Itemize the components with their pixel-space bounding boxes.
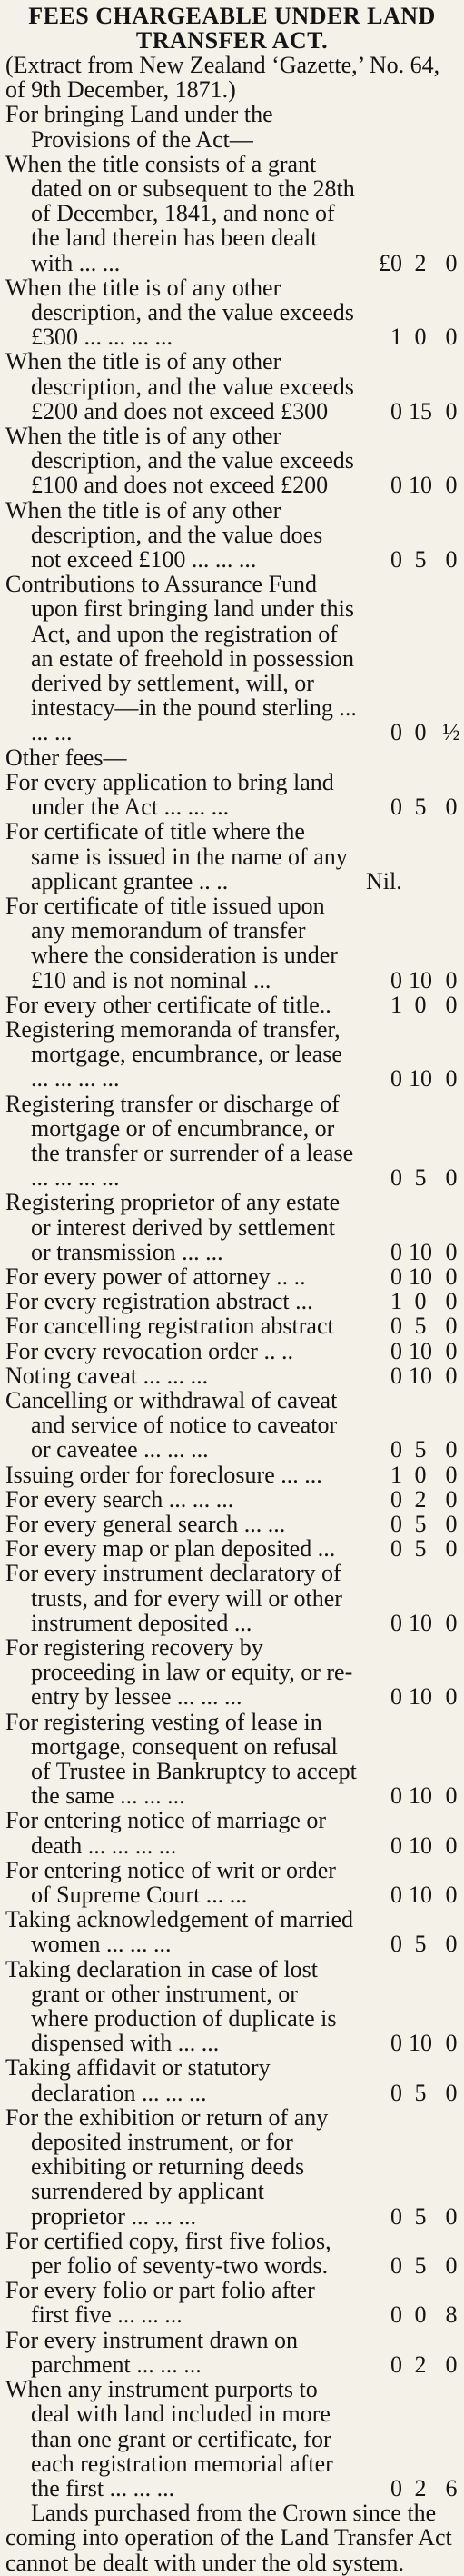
fee-description: Taking affidavit or statutory declaration ... ... ... bbox=[5, 2054, 271, 2106]
fee-amount bbox=[360, 1611, 464, 1635]
fee-shillings: 10 bbox=[409, 1683, 432, 1711]
fee-pence: 0 bbox=[445, 1461, 458, 1488]
fee-entry bbox=[5, 1710, 464, 1809]
fee-entry bbox=[5, 2229, 464, 2278]
fee-shillings: 0 bbox=[414, 1288, 427, 1315]
fee-pence: 0 bbox=[445, 397, 458, 424]
fee-pence: 0 bbox=[445, 546, 458, 574]
fee-amount bbox=[360, 1363, 464, 1388]
fee-pence: 0 bbox=[445, 249, 458, 276]
fee-pence: 0 bbox=[445, 1164, 458, 1192]
fee-pounds: 0 bbox=[390, 1683, 402, 1711]
fee-amount bbox=[360, 1240, 464, 1264]
fee-amount bbox=[360, 473, 464, 497]
fee-amount bbox=[360, 2204, 464, 2229]
fee-pence: 0 bbox=[445, 1065, 458, 1093]
fee-pence: 0 bbox=[445, 794, 458, 821]
fee-entry bbox=[5, 1561, 464, 1635]
fee-amount bbox=[360, 1487, 464, 1512]
fee-entry bbox=[5, 1487, 464, 1512]
fee-shillings: 2 bbox=[414, 2351, 427, 2378]
fee-amount bbox=[360, 1339, 464, 1363]
fee-entry bbox=[5, 1264, 464, 1289]
fee-pounds: 0 bbox=[390, 2252, 402, 2280]
fee-pounds: 0 bbox=[390, 2030, 402, 2057]
fee-pence: 0 bbox=[445, 991, 458, 1018]
fee-pounds: 1 bbox=[390, 1461, 402, 1488]
fee-description: When the title consists of a grant dated on or subsequent to the 28th of December, 1841, and none of the land therein has been dealt with ... ... bbox=[5, 150, 355, 276]
fee-entry bbox=[5, 2377, 464, 2501]
fee-shillings: 5 bbox=[414, 1535, 427, 1563]
fee-pounds: 0 bbox=[390, 2474, 402, 2501]
fee-entry bbox=[5, 1289, 464, 1313]
fee-pounds: 1 bbox=[390, 1288, 402, 1315]
fee-entry bbox=[5, 1957, 464, 2056]
fee-amount bbox=[360, 1313, 464, 1338]
fee-description: For entering notice of writ or order of Supreme Court ... ... bbox=[5, 1856, 336, 1909]
fee-amount bbox=[360, 968, 464, 993]
fee-entry bbox=[5, 819, 464, 894]
fee-description: For every search ... ... ... bbox=[5, 1485, 234, 1513]
fee-shillings: 15 bbox=[409, 397, 432, 424]
fee-pounds: 0 bbox=[390, 1436, 402, 1463]
fee-amount bbox=[360, 1882, 464, 1907]
fee-shillings: 5 bbox=[414, 2202, 427, 2230]
fee-shillings: 5 bbox=[414, 1436, 427, 1463]
fee-entry bbox=[5, 1017, 464, 1092]
fee-pounds: 0 bbox=[390, 2301, 402, 2329]
fee-pounds: 0 bbox=[390, 1362, 402, 1389]
fee-pence: 0 bbox=[445, 1832, 458, 1859]
fee-description: For the exhibition or return of any deposited instrument, or for exhibiting or returning deeds surrendered by applicant proprietor ... ... ... bbox=[5, 2103, 329, 2230]
fee-description: When the title is of any other description, and the value exceeds £300 ... ... ... ... bbox=[5, 274, 354, 351]
fee-shillings: 5 bbox=[414, 2252, 427, 2280]
fee-amount bbox=[360, 399, 464, 424]
fee-entry bbox=[5, 1858, 464, 1907]
other-fees-heading: Other fees— bbox=[5, 744, 127, 771]
fee-amount bbox=[360, 324, 464, 349]
fee-shillings: 2 bbox=[414, 1485, 427, 1513]
fee-entry bbox=[5, 498, 464, 573]
fee-entry bbox=[5, 2278, 464, 2327]
fee-shillings: 10 bbox=[409, 1782, 432, 1810]
fee-amount bbox=[360, 1264, 464, 1289]
fee-description: For certificate of title where the same is issued in the name of any applicant grantee .. .. bbox=[5, 818, 348, 894]
fee-amount bbox=[360, 547, 464, 572]
primary-fee-list bbox=[5, 152, 464, 745]
fee-entry bbox=[5, 770, 464, 819]
fee-pence: 0 bbox=[445, 472, 458, 499]
fee-pence: 0 bbox=[445, 2351, 458, 2378]
closing-note: Lands purchased from the Crown since the coming into operation of the Land Transfer Act cannot be dealt with under the old system. bbox=[5, 2500, 452, 2576]
other-fee-list bbox=[5, 770, 464, 2501]
fee-pounds: £0 bbox=[379, 249, 402, 276]
fee-shillings: 10 bbox=[409, 1362, 432, 1389]
fee-shillings: 5 bbox=[414, 546, 427, 574]
fee-pence: 0 bbox=[445, 1683, 458, 1711]
fee-pence: 6 bbox=[445, 2474, 458, 2501]
fee-amount bbox=[360, 1833, 464, 1858]
fee-pounds: 0 bbox=[390, 472, 402, 499]
fee-pounds: 0 bbox=[390, 1931, 402, 1958]
fee-amount bbox=[360, 1684, 464, 1709]
fee-pounds: 0 bbox=[390, 2079, 402, 2106]
fee-description: For every revocation order .. .. bbox=[5, 1337, 293, 1364]
fee-description: For every application to bring land under the Act ... ... ... bbox=[5, 768, 334, 821]
fee-entry bbox=[5, 349, 464, 424]
fee-entry bbox=[5, 2328, 464, 2377]
fee-pounds: 0 bbox=[390, 1263, 402, 1290]
fee-pounds: 0 bbox=[390, 1337, 402, 1364]
fee-shillings: 0 bbox=[414, 2301, 427, 2329]
fee-pounds: 0 bbox=[390, 1609, 402, 1636]
fee-shillings: 0 bbox=[414, 991, 427, 1018]
fee-description: For registering recovery by proceeding in law or equity, or re-entry by lessee ... ... ... bbox=[5, 1634, 353, 1711]
fee-amount bbox=[360, 794, 464, 819]
fee-amount bbox=[360, 1932, 464, 1956]
fee-description: For certified copy, first five folios, per folio of seventy-two words. bbox=[5, 2227, 331, 2280]
fee-entry bbox=[5, 1907, 464, 1956]
fee-description: Contributions to Assurance Fund upon first bringing land under this Act, and upon the registration of an estate of freehold in possession derived by settlement, will, or intestacy—in the pound sterling ... ... ... bbox=[5, 571, 357, 746]
fee-shillings: 5 bbox=[414, 1164, 427, 1192]
fee-pounds: 0 bbox=[390, 1782, 402, 1810]
fee-amount bbox=[360, 251, 464, 275]
fee-description: Taking acknowledgement of married women ... ... ... bbox=[5, 1906, 353, 1958]
fee-amount bbox=[360, 2352, 464, 2377]
fee-amount bbox=[360, 720, 464, 744]
fee-entry bbox=[5, 1388, 464, 1463]
fee-pence: 0 bbox=[445, 1782, 458, 1810]
fee-pence: 0 bbox=[445, 966, 458, 993]
fee-pence: 0 bbox=[445, 2079, 458, 2106]
fee-shillings: 0 bbox=[414, 324, 427, 351]
fee-entry bbox=[5, 2055, 464, 2104]
fee-description: Registering memoranda of transfer, mortgage, encumbrance, or lease ... ... ... ... bbox=[5, 1015, 342, 1093]
fee-description: Issuing order for foreclosure ... ... bbox=[5, 1461, 322, 1488]
fee-pounds: 0 bbox=[390, 1313, 402, 1340]
fee-entry bbox=[5, 424, 464, 498]
fee-pence: 0 bbox=[445, 1535, 458, 1563]
fee-amount bbox=[360, 1783, 464, 1808]
fee-description: Registering transfer or discharge of mortgage or of encumbrance, or the transfer or surrender of a lease ... ... ... ... bbox=[5, 1090, 354, 1192]
fee-pounds: 0 bbox=[390, 794, 402, 821]
fee-shillings: 5 bbox=[414, 2079, 427, 2106]
fee-shillings: 10 bbox=[409, 472, 432, 499]
fee-description: For every folio or part folio after first five ... ... ... bbox=[5, 2277, 315, 2329]
fee-pence: 0 bbox=[445, 2202, 458, 2230]
fee-description: Noting caveat ... ... ... bbox=[5, 1362, 209, 1389]
fee-description: For every map or plan deposited ... bbox=[5, 1535, 336, 1563]
fee-description: For every general search ... ... bbox=[5, 1510, 286, 1537]
fee-description: When the title is of any other description, and the value exceeds £100 and does not exceed £200 bbox=[5, 423, 354, 499]
fee-amount bbox=[360, 2253, 464, 2278]
fee-description: For every power of attorney .. .. bbox=[5, 1263, 306, 1290]
fee-description: For every registration abstract ... bbox=[5, 1288, 313, 1315]
fee-nil: Nil. bbox=[366, 867, 402, 894]
fee-description: Cancelling or withdrawal of caveat and service of notice to caveator or caveatee ... ... ... bbox=[5, 1386, 338, 1463]
fee-amount bbox=[360, 1437, 464, 1462]
fee-entry bbox=[5, 1635, 464, 1710]
page-title: FEES CHARGEABLE UNDER LAND TRANSFER ACT. bbox=[28, 3, 436, 54]
fee-shillings: 10 bbox=[409, 1609, 432, 1636]
fee-pence: 0 bbox=[445, 1313, 458, 1340]
fee-shillings: 2 bbox=[414, 2474, 427, 2501]
fee-description: For cancelling registration abstract bbox=[5, 1313, 334, 1340]
fee-pence: 0 bbox=[445, 1337, 458, 1364]
fee-shillings: 0 bbox=[414, 719, 427, 746]
fee-amount bbox=[360, 2476, 464, 2501]
fee-pounds: 0 bbox=[390, 1065, 402, 1093]
fee-shillings: 10 bbox=[409, 1832, 432, 1859]
fee-pounds: 0 bbox=[390, 966, 402, 993]
fee-shillings: 5 bbox=[414, 1510, 427, 1537]
fee-amount bbox=[360, 1536, 464, 1561]
fee-amount bbox=[360, 993, 464, 1017]
fee-shillings: 10 bbox=[409, 1882, 432, 1909]
extract-note: (Extract from New Zealand ‘Gazette,’ No. 64, of 9th December, 1871.) bbox=[5, 52, 440, 104]
fee-pounds: 0 bbox=[390, 1164, 402, 1192]
fee-entry bbox=[5, 1463, 464, 1487]
fee-pounds: 1 bbox=[390, 991, 402, 1018]
fee-pounds: 0 bbox=[390, 546, 402, 574]
fee-entry bbox=[5, 1808, 464, 1857]
fee-pounds: 0 bbox=[390, 1238, 402, 1265]
fee-pounds: 0 bbox=[390, 2351, 402, 2378]
fee-pence: 0 bbox=[445, 1436, 458, 1463]
fee-entry bbox=[5, 152, 464, 275]
fee-amount bbox=[360, 2081, 464, 2105]
fee-amount bbox=[360, 2302, 464, 2327]
fee-description: For every instrument drawn on parchment ... ... ... bbox=[5, 2326, 299, 2378]
fee-description: For every other certificate of title.. bbox=[5, 991, 331, 1018]
intro-line: For bringing Land under the Provisions of the Act— bbox=[5, 101, 273, 153]
fee-amount bbox=[360, 869, 464, 894]
fee-description: Registering proprietor of any estate or interest derived by settlement or transmission ... ... bbox=[5, 1189, 341, 1265]
fee-entry bbox=[5, 1363, 464, 1388]
fee-shillings: 5 bbox=[414, 1931, 427, 1958]
fee-shillings: 10 bbox=[409, 1337, 432, 1364]
fee-pounds: 0 bbox=[390, 397, 402, 424]
fee-pounds: 0 bbox=[390, 2202, 402, 2230]
fee-shillings: 10 bbox=[409, 1238, 432, 1265]
fee-amount bbox=[360, 1066, 464, 1091]
fee-shillings: 10 bbox=[409, 966, 432, 993]
fee-amount bbox=[360, 1512, 464, 1536]
fee-description: For every instrument declaratory of trusts, and for every will or other instrument deposited ... bbox=[5, 1560, 342, 1636]
fee-amount bbox=[360, 1289, 464, 1313]
fee-pounds: 1 bbox=[390, 324, 402, 351]
fee-pounds: 0 bbox=[390, 1535, 402, 1563]
fee-pence: 0 bbox=[445, 1931, 458, 1958]
fee-pounds: 0 bbox=[390, 1485, 402, 1513]
fee-description: When the title is of any other description, and the value exceeds £200 and does not exceed £300 bbox=[5, 348, 354, 424]
fee-pence: 0 bbox=[445, 324, 458, 351]
fee-pence: 0 bbox=[445, 1510, 458, 1537]
fee-pence: 8 bbox=[445, 2301, 458, 2329]
fee-pounds: 0 bbox=[390, 719, 402, 746]
fee-shillings: 10 bbox=[409, 1263, 432, 1290]
fee-pence: 0 bbox=[445, 1882, 458, 1909]
fee-entry bbox=[5, 572, 464, 744]
fee-description: For registering vesting of lease in mortgage, consequent on refusal of Trustee in Bankruptcy to accept the same ... ... ... bbox=[5, 1708, 357, 1810]
fee-entry bbox=[5, 993, 464, 1017]
fee-pence: 0 bbox=[445, 1362, 458, 1389]
fee-pence: ½ bbox=[442, 719, 460, 746]
fee-shillings: 2 bbox=[414, 249, 427, 276]
fee-entry bbox=[5, 1313, 464, 1338]
fee-pence: 0 bbox=[445, 1263, 458, 1290]
fee-description: For certificate of title issued upon any memorandum of transfer where the consideration is under £10 and is not nominal ... bbox=[5, 892, 338, 993]
fee-amount bbox=[360, 2031, 464, 2055]
fee-entry bbox=[5, 1536, 464, 1561]
fee-pounds: 0 bbox=[390, 1832, 402, 1859]
fee-entry bbox=[5, 1512, 464, 1536]
fee-amount bbox=[360, 1165, 464, 1190]
fee-entry bbox=[5, 1339, 464, 1363]
fee-pence: 0 bbox=[445, 2030, 458, 2057]
fee-amount bbox=[360, 1463, 464, 1487]
fee-pence: 0 bbox=[445, 1238, 458, 1265]
fee-shillings: 0 bbox=[414, 1461, 427, 1488]
fee-entry bbox=[5, 894, 464, 993]
fee-description: Taking declaration in case of lost grant or other instrument, or where production of duplicate is dispensed with ... ... bbox=[5, 1955, 337, 2057]
fee-pounds: 0 bbox=[390, 1882, 402, 1909]
fee-shillings: 10 bbox=[409, 1065, 432, 1093]
fee-entry bbox=[5, 2105, 464, 2229]
fee-entry bbox=[5, 1190, 464, 1264]
fee-pence: 0 bbox=[445, 1609, 458, 1636]
fee-description: For entering notice of marriage or death ... ... ... ... bbox=[5, 1807, 327, 1859]
fee-description: When any instrument purports to deal with land included in more than one grant or certificate, for each registration memorial after the first ... ... ... bbox=[5, 2376, 333, 2501]
fee-shillings: 10 bbox=[409, 2030, 432, 2057]
fee-shillings: 5 bbox=[414, 1313, 427, 1340]
fee-pence: 0 bbox=[445, 2252, 458, 2280]
fee-pounds: 0 bbox=[390, 1510, 402, 1537]
fee-entry bbox=[5, 275, 464, 350]
fee-description: When the title is of any other description, and the value does not exceed £100 ... ... ... bbox=[5, 496, 323, 574]
fee-shillings: 5 bbox=[414, 794, 427, 821]
fee-pence: 0 bbox=[445, 1288, 458, 1315]
fee-pence: 0 bbox=[445, 1485, 458, 1513]
fee-entry bbox=[5, 1092, 464, 1191]
